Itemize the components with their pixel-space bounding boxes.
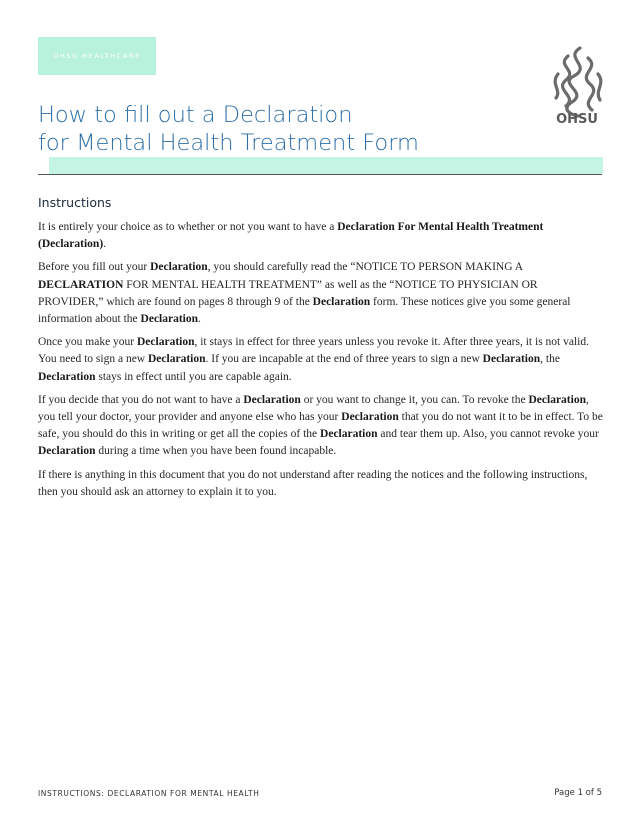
text-run: stays in effect until you are capable again.: [95, 370, 292, 383]
bold-term: Declaration: [243, 393, 301, 406]
paragraph-list: [38, 219, 604, 501]
instruction-paragraph: [38, 467, 604, 501]
bold-term: Declaration: [320, 428, 378, 441]
text-run: during a time when you have been found incapable.: [95, 445, 337, 458]
bold-term: DECLARATION: [38, 278, 124, 291]
bold-term: Declaration: [38, 370, 96, 383]
text-run: If there is anything in this document that you do not understand after reading the notices and the following instructions, then you should ask an attorney to explain it to you.: [38, 468, 588, 498]
bold-term: Declaration: [137, 336, 195, 349]
bold-term: Declaration For Mental Health Treatment (Declaration): [38, 221, 544, 251]
instruction-paragraph: [38, 219, 604, 253]
instruction-paragraph: [38, 392, 604, 461]
header-badge: OHSU HEALTHCARE: [38, 37, 156, 75]
text-run: or you want to change it, you can. To revoke the: [300, 393, 529, 406]
text-run: Before you fill out your: [38, 261, 151, 274]
instructions-section: [38, 195, 604, 507]
bold-term: Declaration: [528, 393, 586, 406]
text-run: .: [198, 313, 201, 326]
title-line-1: How to fill out a Declaration: [38, 102, 353, 128]
bold-term: Declaration: [38, 445, 96, 458]
footer-document-title: INSTRUCTIONS: DECLARATION FOR MENTAL HEALTH: [38, 789, 260, 798]
title-accent-band: [49, 157, 603, 174]
bold-term: Declaration: [341, 411, 399, 424]
bold-term: Declaration: [148, 353, 206, 366]
bold-term: Declaration: [140, 313, 199, 326]
instruction-paragraph: [38, 334, 604, 386]
text-run: .: [103, 238, 107, 251]
text-run: that you do not want it to be in effect. To be safe, you should do this in writing or get all the copies of the: [38, 411, 603, 441]
text-run: form. These notices give you some general information about the: [38, 295, 571, 326]
page-title: [38, 101, 538, 157]
bold-term: Declaration: [312, 295, 371, 308]
page-number: Page 1 of 5: [554, 788, 602, 798]
text-run: FOR MENTAL HEALTH TREATMENT” as well as the “NOTICE TO PHYSICIAN OR PROVIDER,” which are found on pages 8 through 9 of the: [38, 278, 538, 308]
text-run: , the: [540, 353, 560, 366]
title-line-2: for Mental Health Treatment Form: [38, 130, 419, 156]
text-run: , you tell your doctor, your provider and anyone else who has your: [38, 393, 589, 424]
text-run: , it stays in effect for three years unless you revoke it. After three years, it is not valid. You need to sign a new: [38, 336, 589, 366]
text-run: and tear them up. Also, you cannot revoke your: [377, 428, 599, 441]
text-run: , you should carefully read the “NOTICE TO PERSON MAKING A: [207, 261, 523, 274]
text-run: . If you are incapable at the end of three years to sign a new: [205, 353, 483, 366]
bold-term: Declaration: [482, 353, 541, 366]
text-run: If you decide that you do not want to have a: [38, 393, 244, 406]
logo-wordmark: OHSU: [556, 112, 598, 127]
title-divider: [38, 174, 602, 175]
section-heading: Instructions: [38, 195, 112, 210]
text-run: It is entirely your choice as to whether or not you want to have a: [38, 221, 338, 233]
text-run: Once you make your: [38, 336, 137, 349]
instruction-paragraph: [38, 259, 604, 328]
bold-term: Declaration: [150, 261, 208, 274]
